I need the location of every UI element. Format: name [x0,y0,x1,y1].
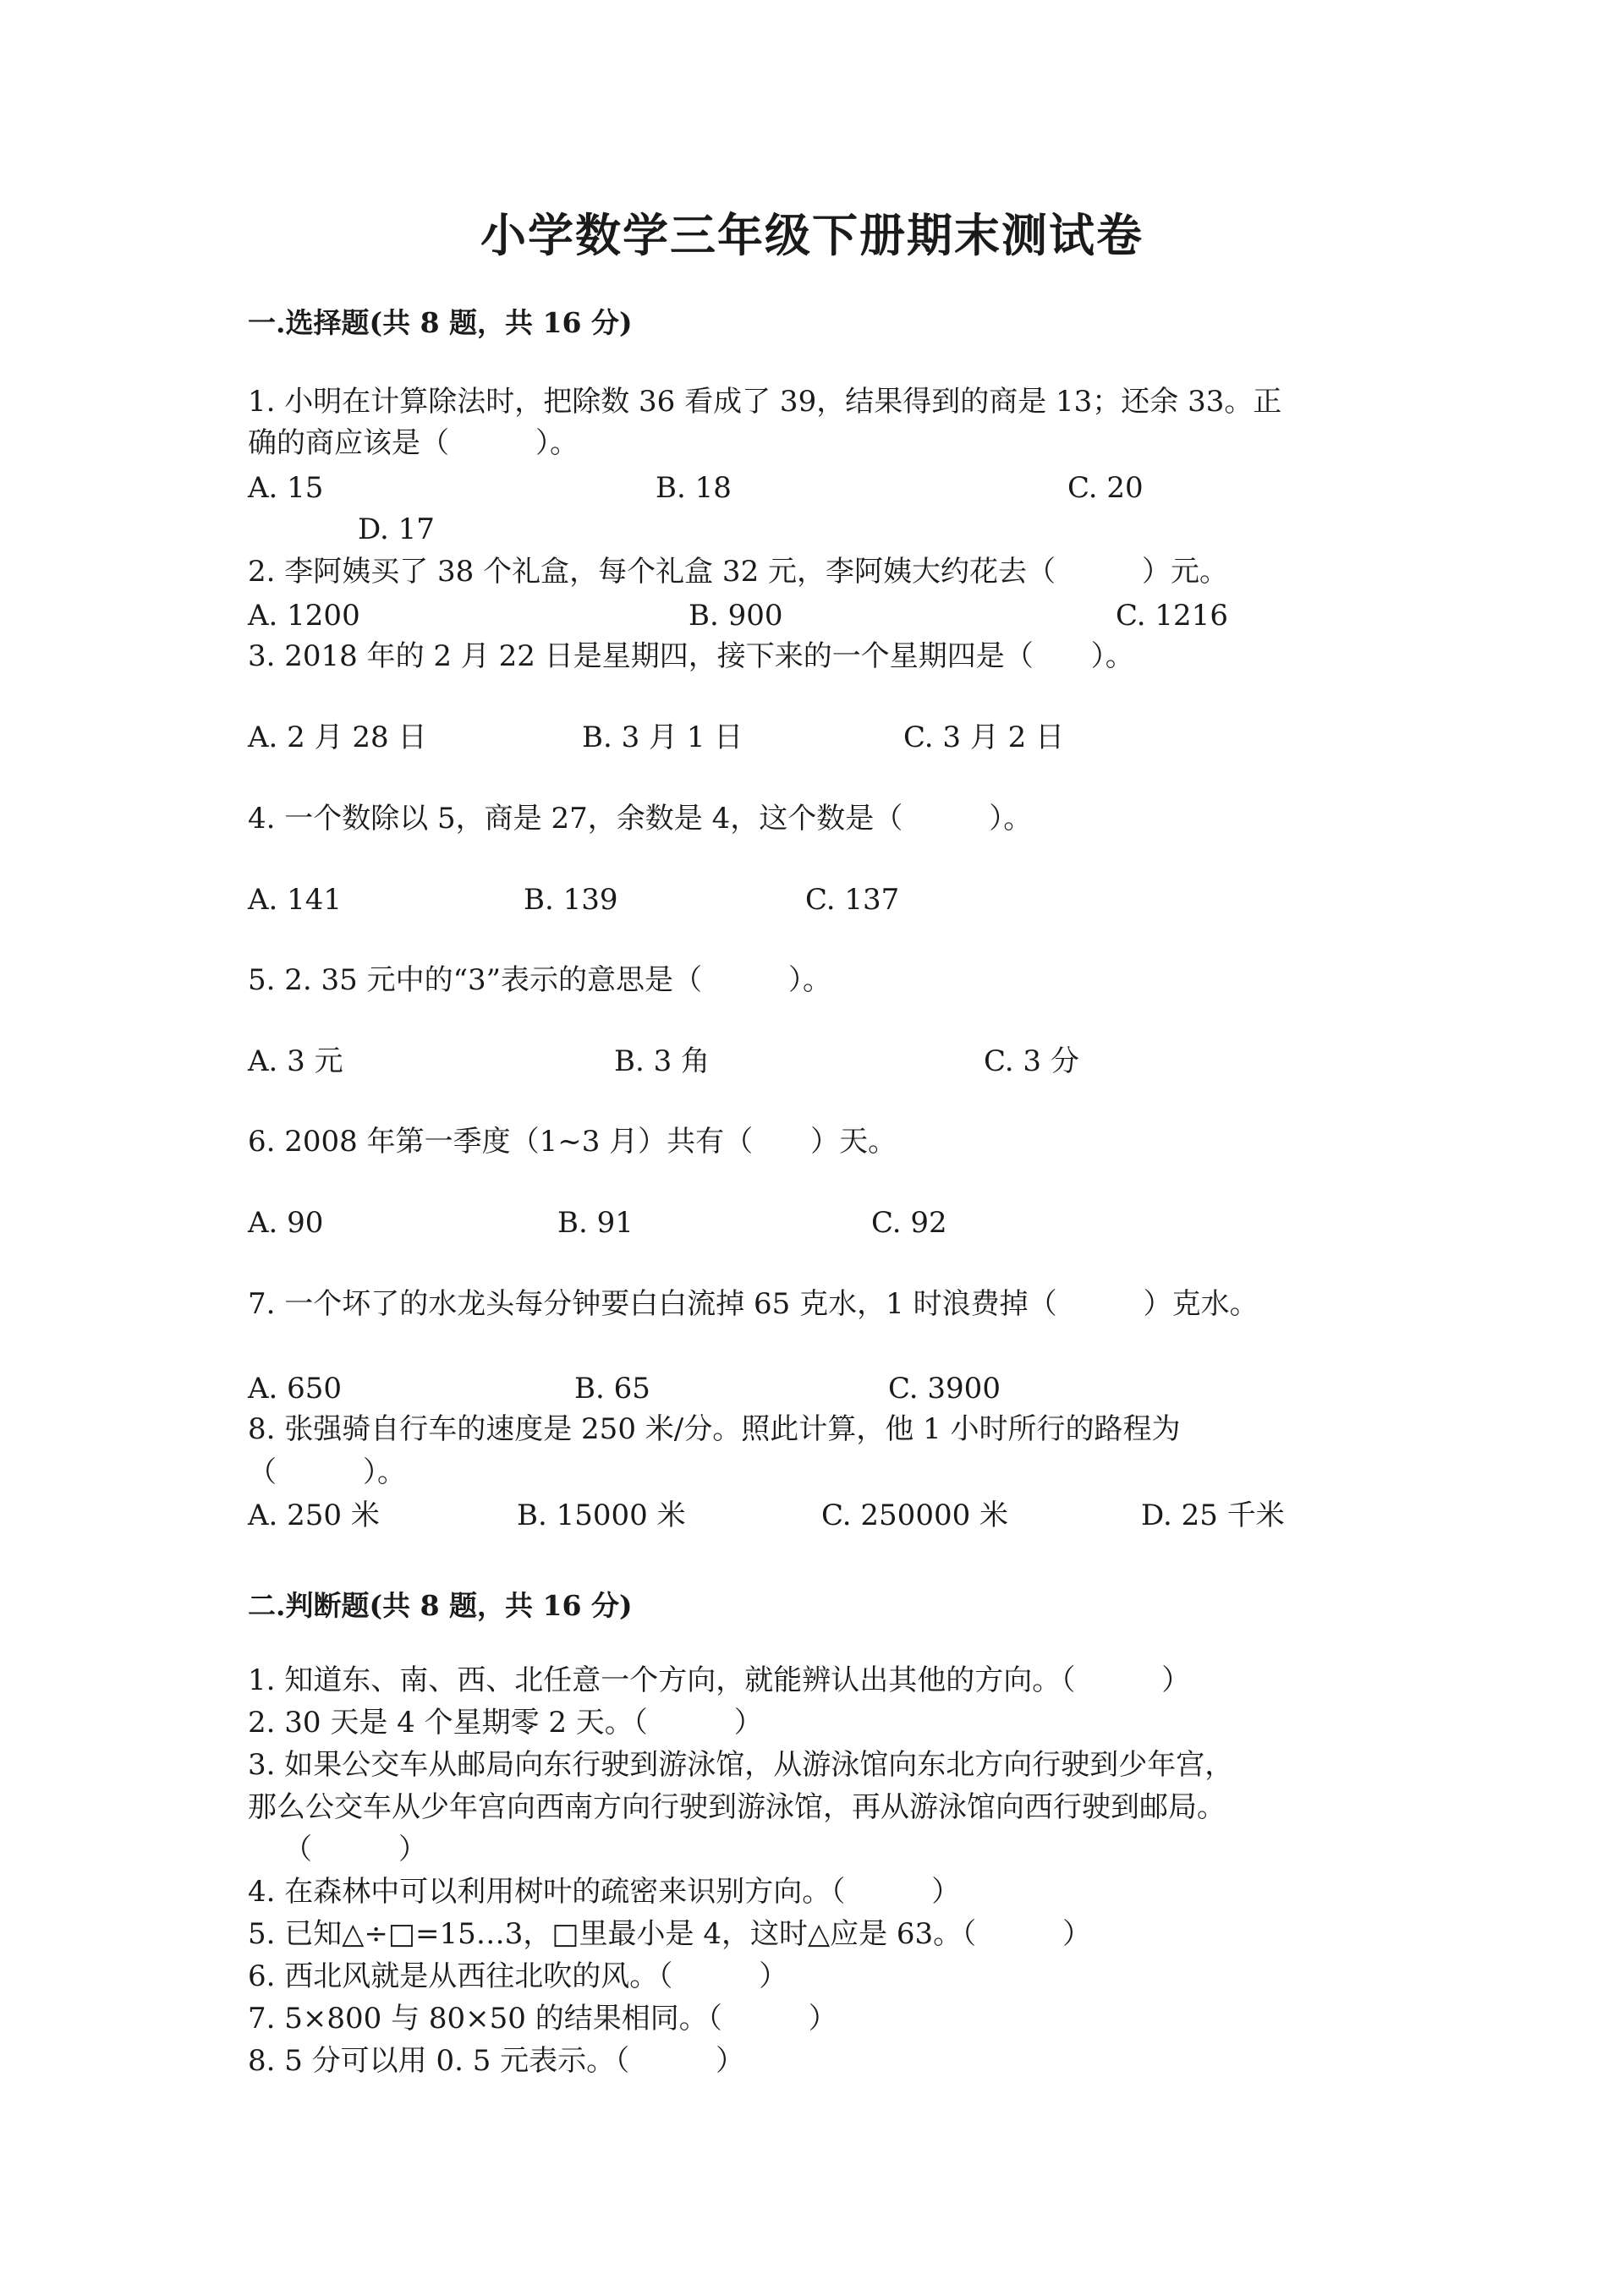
judgment-item: 那么公交车从少年宫向西南方向行驶到游泳馆，再从游泳馆向西行驶到邮局。 [248,1790,1226,1824]
option-a: A. 250 米 [248,1499,380,1532]
question-text: 2. 李阿姨买了 38 个礼盒，每个礼盒 32 元，李阿姨大约花去（ ）元。 [248,555,1229,589]
judgment-item: 4. 在森林中可以利用树叶的疏密来识别方向。（ ） [248,1875,961,1909]
judgment-item: 8. 5 分可以用 0. 5 元表示。（ ） [248,2044,745,2078]
option-c: C. 137 [805,883,900,917]
option-b: B. 65 [574,1372,650,1406]
option-c: C. 92 [871,1206,947,1240]
option-c: C. 3 月 2 日 [903,721,1065,754]
question-text: 7. 一个坏了的水龙头每分钟要白白流掉 65 克水，1 时浪费掉（ ）克水。 [248,1287,1259,1321]
judgment-item: 6. 西北风就是从西往北吹的风。（ ） [248,1959,788,1993]
option-c: C. 20 [1067,471,1144,505]
option-a: A. 3 元 [248,1044,343,1078]
section-heading-choice: 一.选择题(共 8 题，共 16 分) [248,306,633,339]
judgment-item: 3. 如果公交车从邮局向东行驶到游泳馆，从游泳馆向东北方向行驶到少年宫， [248,1748,1234,1782]
judgment-item: 7. 5×800 与 80×50 的结果相同。（ ） [248,2002,837,2036]
option-a: A. 650 [248,1372,343,1406]
judgment-item: 1. 知道东、南、西、北任意一个方向，就能辨认出其他的方向。（ ） [248,1663,1191,1697]
option-b: B. 91 [557,1206,634,1240]
option-c: C. 3900 [888,1372,1001,1406]
option-c: C. 1216 [1116,599,1228,633]
option-a: A. 141 [248,883,343,917]
question-text: 3. 2018 年的 2 月 22 日是星期四，接下来的一个星期四是（ ）。 [248,639,1134,673]
option-b: B. 18 [656,471,732,505]
option-b: B. 900 [689,599,783,633]
option-b: B. 3 角 [614,1044,710,1078]
question-text: （ ）。 [248,1455,406,1489]
question-text: 1. 小明在计算除法时，把除数 36 看成了 39，结果得到的商是 13；还余 33。正 [248,385,1282,419]
question-text: 6. 2008 年第一季度（1~3 月）共有（ ）天。 [248,1125,897,1159]
question-text: 4. 一个数除以 5，商是 27，余数是 4，这个数是（ ）。 [248,802,1033,836]
option-d: D. 25 千米 [1141,1499,1285,1532]
option-a: A. 1200 [248,599,360,633]
question-text: 5. 2. 35 元中的“3”表示的意思是（ ）。 [248,963,831,997]
judgment-item: 2. 30 天是 4 个星期零 2 天。（ ） [248,1706,763,1740]
option-a: A. 2 月 28 日 [248,721,427,754]
question-text: 确的商应该是（ ）。 [248,426,579,460]
question-text: 8. 张强骑自行车的速度是 250 米/分。照此计算，他 1 小时所行的路程为 [248,1412,1181,1446]
option-b: B. 3 月 1 日 [582,721,743,754]
judgment-item: （ ） [283,1833,427,1866]
section-heading-judgment: 二.判断题(共 8 题，共 16 分) [248,1589,633,1622]
option-a: A. 90 [248,1206,324,1240]
page-title: 小学数学三年级下册期末测试卷 [480,208,1144,262]
option-b: B. 139 [524,883,618,917]
option-c: C. 3 分 [984,1044,1079,1078]
option-b: B. 15000 米 [517,1499,686,1532]
option-c: C. 250000 米 [821,1499,1009,1532]
option-d: D. 17 [358,512,435,546]
option-a: A. 15 [248,471,324,505]
judgment-item: 5. 已知△÷□=15…3，□里最小是 4，这时△应是 63。（ ） [248,1917,1092,1951]
